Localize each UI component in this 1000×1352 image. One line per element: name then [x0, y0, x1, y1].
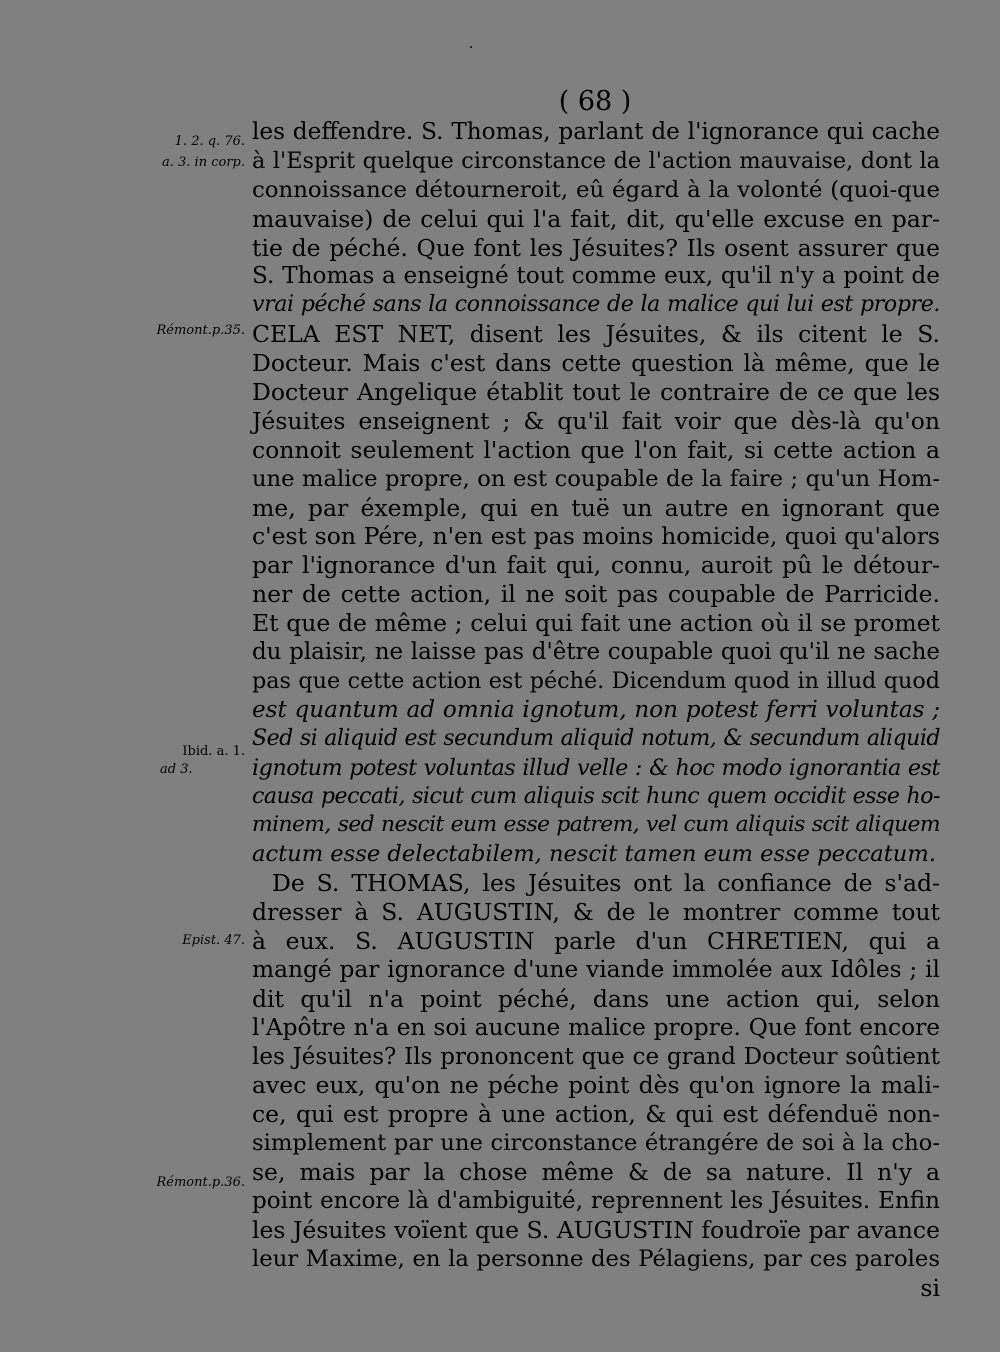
- margin-note: Epist. 47.: [182, 933, 245, 948]
- text-line: ner de cette action, il ne soit pas coupable de Parricide.: [252, 580, 940, 609]
- text-line: S. Thomas a enseigné tout comme eux, qu'il n'y a point de: [252, 262, 940, 290]
- text-line: tie de péché. Que font les Jésuites? Ils osent assurer que: [252, 233, 940, 262]
- margin-note: a. 3. in corp.: [162, 155, 245, 170]
- text-line: pas que cette action est péché. Dicendum quod in illud quod: [252, 667, 940, 694]
- text-line: me, par éxemple, qui en tuë un autre en ignorant que: [252, 493, 940, 522]
- text-line: Docteur Angelique établit tout le contraire de ce que les: [252, 378, 940, 407]
- text-line: vrai péché sans la connoissance de la malice qui lui est propre.: [252, 292, 940, 318]
- text-line: se, mais par la chose même & de sa nature. Il n'y a: [252, 1158, 940, 1187]
- text-line: une malice propre, on est coupable de la faire ; qu'un Hom-: [252, 465, 940, 492]
- text-line: point encore là d'ambiguité, reprennent les Jésuites. Enfin: [252, 1187, 940, 1214]
- text-line: Et que de même ; celui qui fait une action où il se promet: [252, 609, 940, 638]
- text-line: ce, qui est propre à une action, & qui est défenduë non-: [252, 1100, 940, 1129]
- text-line: du plaisir, ne laisse pas d'être coupable quoi qu'il ne sache: [252, 639, 940, 666]
- margin-note: Rémont.p.35.: [156, 323, 245, 338]
- text-line: actum esse delectabilem, nescit tamen eum esse peccatum.: [252, 841, 936, 868]
- page-number: ( 68 ): [558, 86, 632, 117]
- main-text: [252, 118, 940, 1303]
- text-line: connoit seulement l'action que l'on fait, si cette action a: [252, 435, 940, 464]
- margin-note: Ibid. a. 1.: [182, 744, 245, 759]
- text-line: Sed si aliquid est secundum aliquid notum, & secundum aliquid: [252, 725, 940, 751]
- text-line: est quantum ad omnia ignotum, non potest ferri voluntas ;: [252, 696, 940, 723]
- text-line: minem, sed nescit eum esse patrem, vel cum aliquis scit aliquem: [252, 812, 940, 838]
- text-line: simplement par une circonstance étrangére de soi à la cho-: [252, 1130, 940, 1157]
- text-line: CELA EST NET, disent les Jésuites, & ils citent le S.: [252, 320, 940, 349]
- text-line: connoissance détourneroit, eû égard à la volonté (quoi-que: [252, 176, 940, 203]
- text-line: les deffendre. S. Thomas, parlant de l'ignorance qui cache: [252, 119, 940, 145]
- text-line: l'Apôtre n'a en soi aucune malice propre. Que font encore: [252, 1013, 940, 1041]
- margin-note: Rémont.p.36.: [156, 1175, 245, 1190]
- text-line: Docteur. Mais c'est dans cette question là même, que le: [252, 349, 940, 378]
- text-line: c'est son Pére, n'en est pas moins homicide, quoi qu'alors: [252, 522, 940, 551]
- text-line: dit qu'il n'a point péché, dans une action qui, selon: [252, 984, 940, 1013]
- text-line: causa peccati, sicut cum aliquis scit hunc quem occidit esse ho-: [252, 783, 940, 810]
- text-line: les Jésuites? Ils prononcent que ce grand Docteur soûtient: [252, 1043, 940, 1070]
- text-line: les Jésuites voïent que S. AUGUSTIN foudroïe par avance: [252, 1215, 940, 1244]
- text-line: dresser à S. AUGUSTIN, & de le montrer comme tout: [252, 898, 940, 927]
- margin-note: ad 3.: [160, 762, 193, 777]
- text-line: Jésuites enseignent ; & qu'il fait voir que dès-là qu'on: [252, 406, 940, 435]
- catchword: si: [920, 1273, 940, 1302]
- text-line: à l'Esprit quelque circonstance de l'action mauvaise, dont la: [252, 147, 940, 174]
- text-line: mauvaise) de celui qui l'a fait, dit, qu'elle excuse en par-: [252, 204, 940, 233]
- text-line: De S. THOMAS, les Jésuites ont la confiance de s'ad-: [272, 869, 940, 898]
- speck: [470, 46, 472, 48]
- margin-note: 1. 2. q. 76.: [174, 134, 245, 149]
- text-line: avec eux, qu'on ne péche point dès qu'on ignore la mali-: [252, 1071, 940, 1100]
- text-line: à eux. S. AUGUSTIN parle d'un CHRETIEN, qui a: [252, 926, 940, 955]
- text-line: mangé par ignorance d'une viande immolée aux Idôles ; il: [252, 955, 940, 983]
- text-line: leur Maxime, en la personne des Pélagiens, par ces paroles: [252, 1245, 940, 1272]
- text-line: par l'ignorance d'un fait qui, connu, auroit pû le détour-: [252, 551, 940, 580]
- text-line: ignotum potest voluntas illud velle : & hoc modo ignorantia est: [252, 754, 940, 781]
